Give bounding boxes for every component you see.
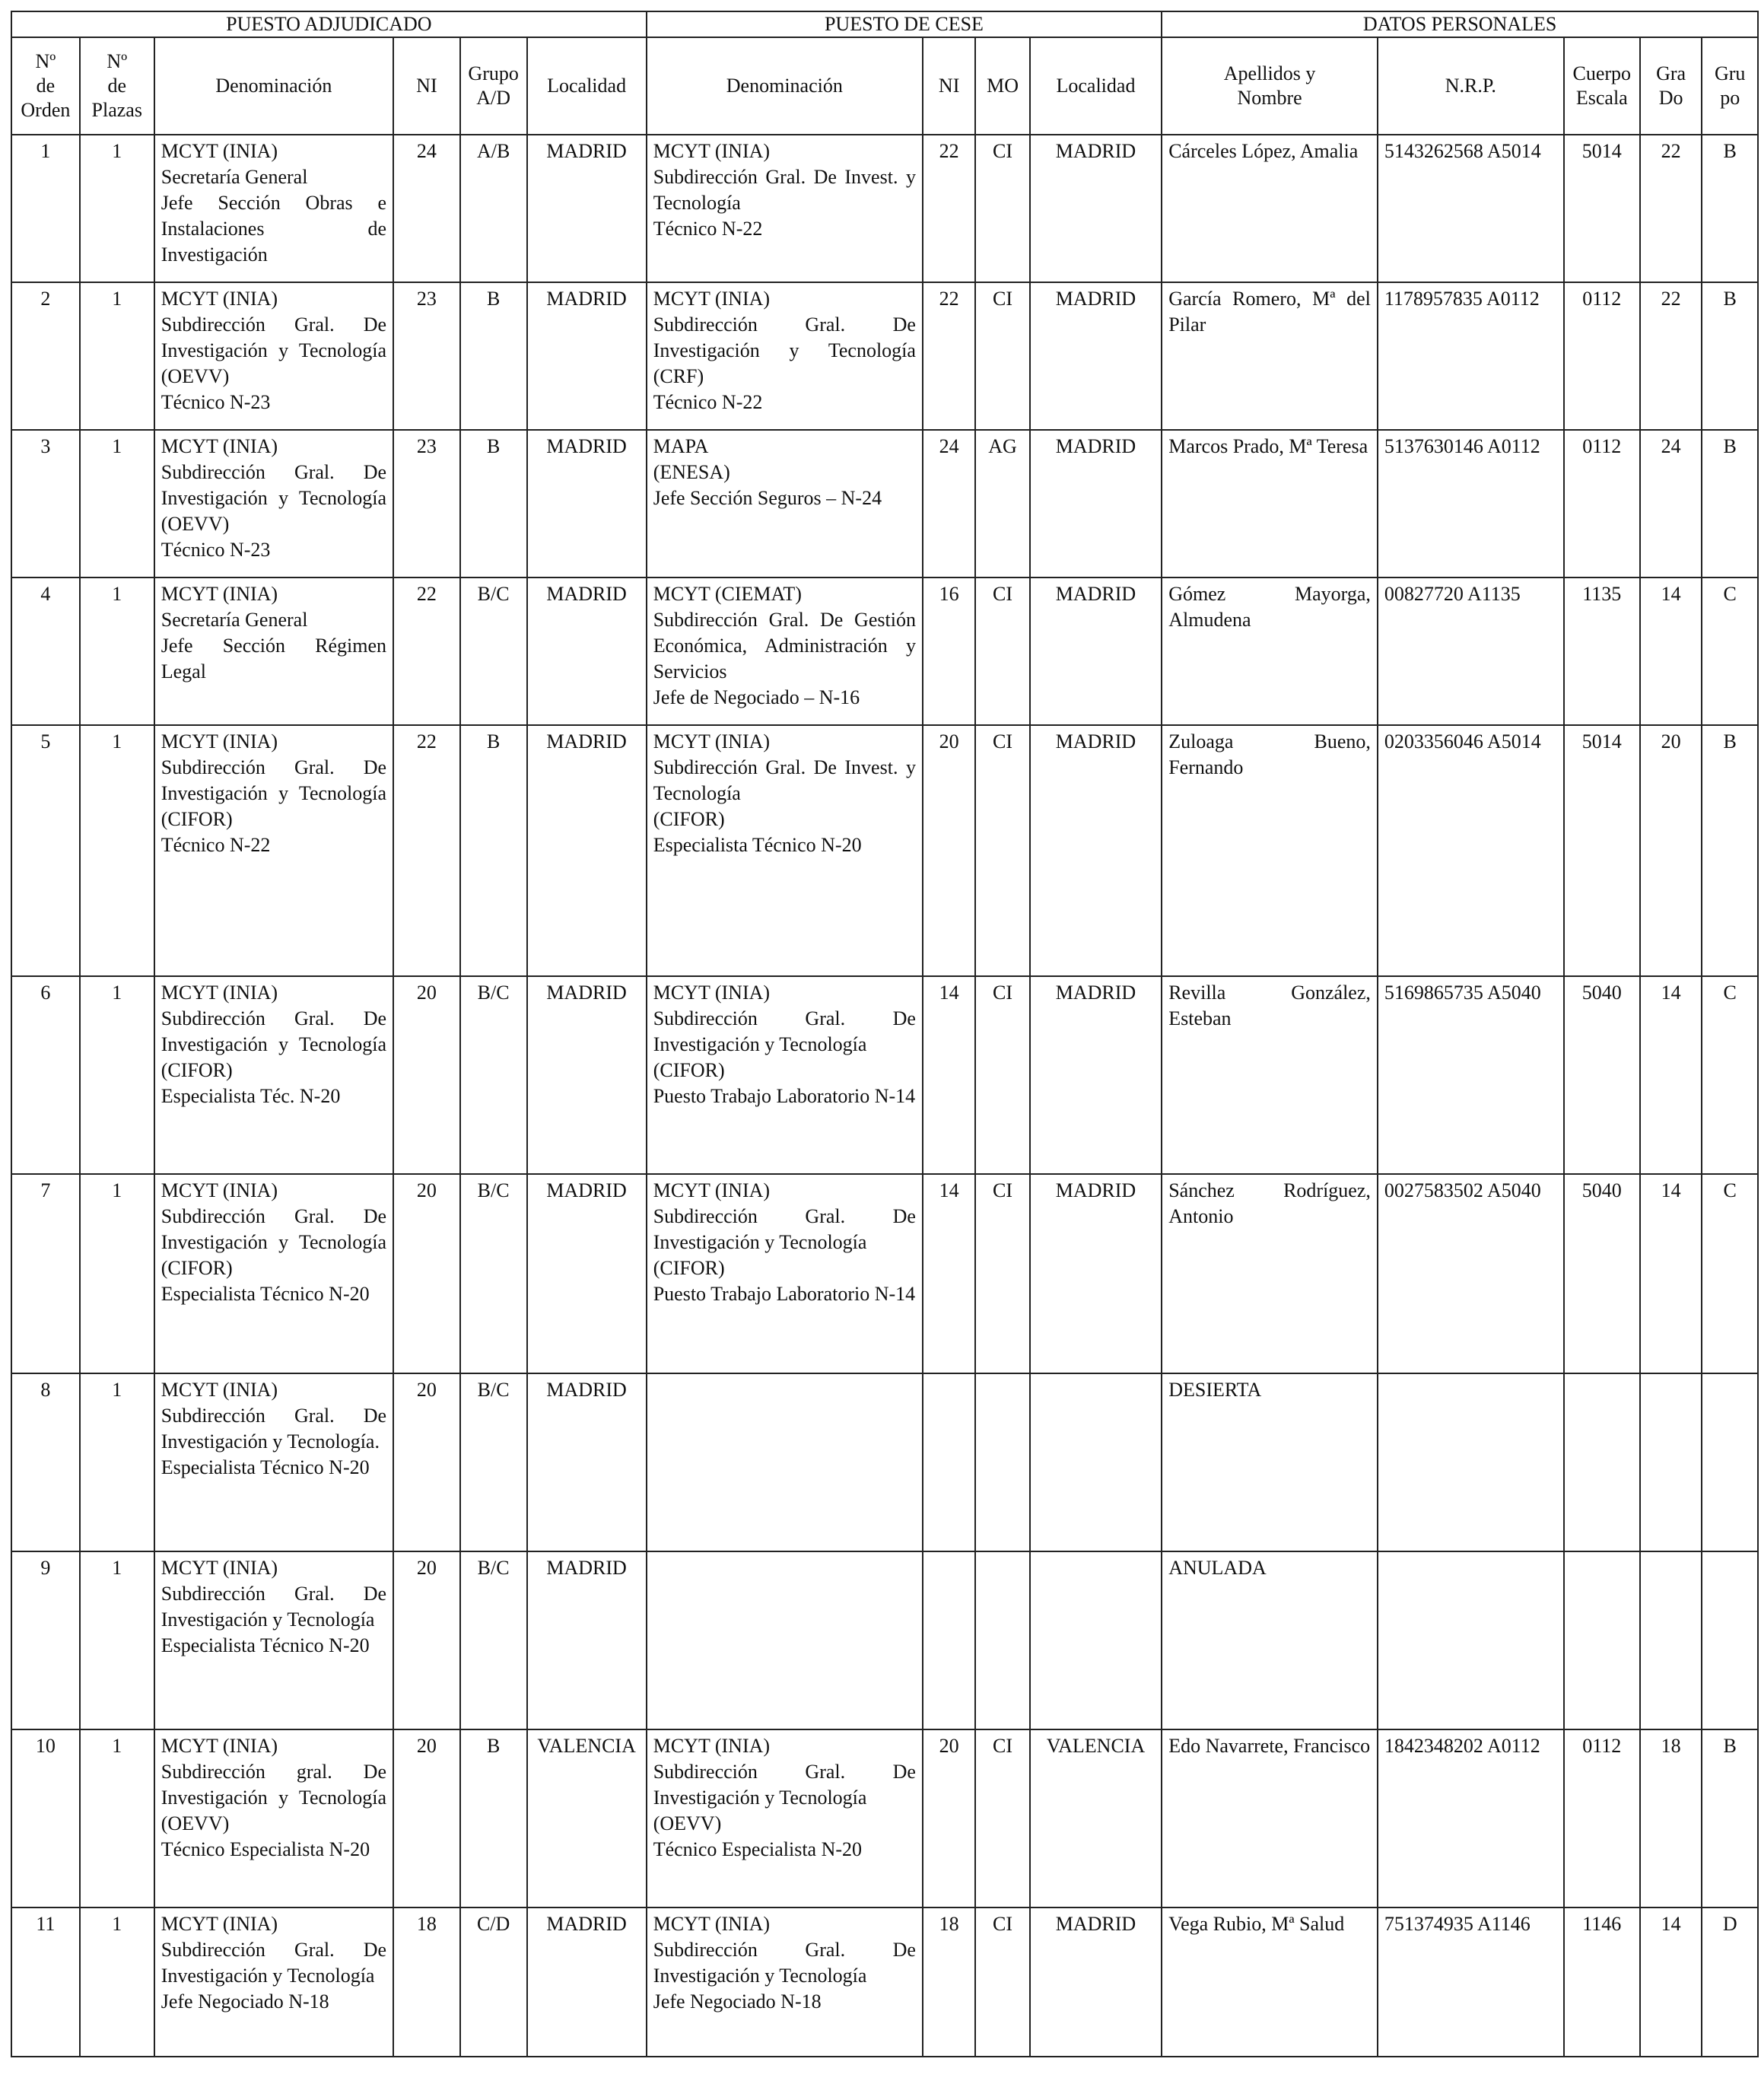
cell-nrp: 0027583502 A5040 xyxy=(1378,1174,1564,1373)
cell-plazas: 1 xyxy=(80,1373,154,1551)
cell-localidad: MADRID xyxy=(527,976,647,1174)
cell-nombre: Edo Navarrete, Francisco xyxy=(1162,1729,1378,1908)
cell-cese-denominacion xyxy=(647,1174,923,1373)
cell-ni: 23 xyxy=(393,430,460,578)
cell-cese-localidad: MADRID xyxy=(1030,282,1162,430)
line: Especialista Técnico N-20 xyxy=(161,1634,370,1656)
col-apellidos: Apellidos y Nombre xyxy=(1162,37,1378,135)
cell-cese-localidad: VALENCIA xyxy=(1030,1729,1162,1908)
cell-cese-denominacion xyxy=(647,1373,923,1551)
cell-nrp: 5143262568 A5014 xyxy=(1378,135,1564,282)
table-row xyxy=(11,578,1758,725)
cell-cese-localidad: MADRID xyxy=(1030,135,1162,282)
cell-ni: 20 xyxy=(393,1373,460,1551)
cell-grado: 20 xyxy=(1640,725,1702,976)
col-denominacion: Denominación xyxy=(154,37,393,135)
line: MCYT (INIA) xyxy=(653,140,771,162)
cell-nombre: DESIERTA xyxy=(1162,1373,1378,1551)
cell-mo: CI xyxy=(975,282,1029,430)
line: Especialista Técnico N-20 xyxy=(161,1456,370,1478)
line: Jefe Sección Régimen Legal xyxy=(161,635,387,682)
line: Subdirección Gral. De Investigación y Tecnología (CRF) xyxy=(653,313,916,387)
cell-ni: 22 xyxy=(393,725,460,976)
cell-mo: CI xyxy=(975,1729,1029,1908)
cell-denominacion xyxy=(154,135,393,282)
cell-plazas: 1 xyxy=(80,1908,154,2057)
cell-nombre: Vega Rubio, Mª Salud xyxy=(1162,1908,1378,2057)
group-puesto-adjudicado: PUESTO ADJUDICADO xyxy=(11,11,647,37)
line: (ENESA) xyxy=(653,461,730,483)
line: Especialista Técnico N-20 xyxy=(161,1283,370,1305)
cell-nombre: ANULADA xyxy=(1162,1551,1378,1729)
line: Jefe de Negociado – N-16 xyxy=(653,686,860,708)
cell-denominacion xyxy=(154,282,393,430)
cell-localidad: MADRID xyxy=(527,1373,647,1551)
cell-localidad: MADRID xyxy=(527,135,647,282)
column-header-row xyxy=(11,37,1758,135)
line: Subdirección Gral. De Investigación y Tecnología xyxy=(653,1205,916,1253)
cell-localidad: MADRID xyxy=(527,578,647,725)
line: Técnico N-22 xyxy=(653,391,763,413)
cell-nrp: 1178957835 A0112 xyxy=(1378,282,1564,430)
cell-cese-localidad: MADRID xyxy=(1030,976,1162,1174)
table-row xyxy=(11,725,1758,976)
cell-grado: 14 xyxy=(1640,578,1702,725)
cell-mo: CI xyxy=(975,976,1029,1174)
line: Técnico Especialista N-20 xyxy=(653,1838,863,1860)
cell-localidad: MADRID xyxy=(527,1551,647,1729)
group-header-row xyxy=(11,11,1758,37)
cell-cuerpo: 1146 xyxy=(1564,1908,1640,2057)
cell-cese-localidad: MADRID xyxy=(1030,430,1162,578)
table-row xyxy=(11,1908,1758,2057)
line: Subdirección Gral. De Investigación y Tecnología xyxy=(653,1007,916,1055)
cell-cese-ni: 14 xyxy=(923,976,975,1174)
line: Subdirección Gral. De Investigación y Tecnología xyxy=(653,1761,916,1809)
cell-ni: 20 xyxy=(393,1729,460,1908)
line: MCYT (INIA) xyxy=(161,1557,278,1579)
cell-grupo: B xyxy=(1702,135,1758,282)
cell-plazas: 1 xyxy=(80,1551,154,1729)
line: Subdirección gral. De Investigación y Tecnología (OEVV) xyxy=(161,1761,387,1834)
cell-denominacion xyxy=(154,430,393,578)
line: Especialista Téc. N-20 xyxy=(161,1085,341,1107)
table-row xyxy=(11,1551,1758,1729)
cell-mo xyxy=(975,1551,1029,1729)
table-row xyxy=(11,1174,1758,1373)
cell-nombre: Cárceles López, Amalia xyxy=(1162,135,1378,282)
cell-cese-localidad: MADRID xyxy=(1030,725,1162,976)
cell-ni: 23 xyxy=(393,282,460,430)
cell-denominacion xyxy=(154,1373,393,1551)
line: Subdirección Gral. De Invest. y Tecnología xyxy=(653,166,916,214)
cell-nrp xyxy=(1378,1551,1564,1729)
line: MCYT (INIA) xyxy=(161,583,278,605)
line: (CIFOR) xyxy=(653,1257,725,1279)
line: Subdirección Gral. De Investigación y Tecnología xyxy=(653,1939,916,1987)
cell-orden: 10 xyxy=(11,1729,80,1908)
cell-plazas: 1 xyxy=(80,1729,154,1908)
cell-mo: CI xyxy=(975,1908,1029,2057)
cell-denominacion xyxy=(154,976,393,1174)
cell-grupo: B xyxy=(1702,430,1758,578)
line: Subdirección Gral. De Investigación y Tecnología (OEVV) xyxy=(161,313,387,387)
line: Puesto Trabajo Laboratorio N-14 xyxy=(653,1085,916,1107)
cell-cese-ni: 20 xyxy=(923,1729,975,1908)
line: MCYT (INIA) xyxy=(653,1735,771,1757)
cell-cese-denominacion xyxy=(647,725,923,976)
cell-plazas: 1 xyxy=(80,135,154,282)
cell-ni: 22 xyxy=(393,578,460,725)
line: Subdirección Gral. De Investigación y Tecnología (CIFOR) xyxy=(161,1007,387,1081)
cell-cese-denominacion xyxy=(647,430,923,578)
cell-cese-denominacion xyxy=(647,1551,923,1729)
cell-nombre: Zuloaga Bueno, Fernando xyxy=(1162,725,1378,976)
cell-mo: CI xyxy=(975,1174,1029,1373)
cell-cese-denominacion xyxy=(647,282,923,430)
line: Jefe Sección Seguros – N-24 xyxy=(653,487,882,509)
cell-nrp: 5137630146 A0112 xyxy=(1378,430,1564,578)
col-grupo: Gru po xyxy=(1702,37,1758,135)
cell-cese-ni xyxy=(923,1373,975,1551)
col-cese-denominacion: Denominación xyxy=(647,37,923,135)
cell-grupo xyxy=(1702,1373,1758,1551)
cell-localidad: MADRID xyxy=(527,1174,647,1373)
cell-ni: 20 xyxy=(393,1174,460,1373)
cell-cuerpo: 5014 xyxy=(1564,725,1640,976)
line: MCYT (INIA) xyxy=(653,1913,771,1935)
cell-grupo-ad: A/B xyxy=(460,135,527,282)
cell-cuerpo: 1135 xyxy=(1564,578,1640,725)
cell-localidad: MADRID xyxy=(527,1908,647,2057)
cell-localidad: MADRID xyxy=(527,282,647,430)
line: MCYT (INIA) xyxy=(161,140,278,162)
table-row xyxy=(11,976,1758,1174)
cell-orden: 5 xyxy=(11,725,80,976)
cell-plazas: 1 xyxy=(80,430,154,578)
cell-localidad: VALENCIA xyxy=(527,1729,647,1908)
cell-nrp: 0203356046 A5014 xyxy=(1378,725,1564,976)
cell-grupo: B xyxy=(1702,725,1758,976)
cell-cuerpo: 0112 xyxy=(1564,430,1640,578)
col-orden: Nº de Orden xyxy=(11,37,80,135)
cell-cese-denominacion xyxy=(647,135,923,282)
cell-denominacion xyxy=(154,725,393,976)
cell-cuerpo: 5040 xyxy=(1564,1174,1640,1373)
cell-orden: 6 xyxy=(11,976,80,1174)
line: Subdirección Gral. De Invest. y Tecnología xyxy=(653,756,916,804)
cell-mo xyxy=(975,1373,1029,1551)
line: Subdirección Gral. De Investigación y Tecnología (CIFOR) xyxy=(161,1205,387,1279)
line: MCYT (INIA) xyxy=(653,288,771,310)
cell-nrp xyxy=(1378,1373,1564,1551)
col-mo: MO xyxy=(975,37,1029,135)
cell-mo: CI xyxy=(975,135,1029,282)
table-row xyxy=(11,430,1758,578)
col-plazas: Nº de Plazas xyxy=(80,37,154,135)
cell-denominacion xyxy=(154,1908,393,2057)
cell-grado: 22 xyxy=(1640,282,1702,430)
cell-cese-localidad xyxy=(1030,1373,1162,1551)
cell-grupo-ad: B/C xyxy=(460,976,527,1174)
cell-grupo: C xyxy=(1702,976,1758,1174)
line: Especialista Técnico N-20 xyxy=(653,834,862,856)
line: MCYT (INIA) xyxy=(161,730,278,752)
cell-grupo-ad: B/C xyxy=(460,1174,527,1373)
line: Subdirección Gral. De Investigación y Tecnología (CIFOR) xyxy=(161,756,387,830)
col-ni: NI xyxy=(393,37,460,135)
col-cese-ni: NI xyxy=(923,37,975,135)
line: MCYT (INIA) xyxy=(161,982,278,1004)
cell-denominacion xyxy=(154,1729,393,1908)
line: Subdirección Gral. De Investigación y Tecnología xyxy=(161,1583,387,1631)
cell-cese-denominacion xyxy=(647,1908,923,2057)
line: Jefe Negociado N-18 xyxy=(161,1990,329,2013)
table-row xyxy=(11,1373,1758,1551)
cell-grado: 14 xyxy=(1640,1174,1702,1373)
line: Subdirección Gral. De Investigación y Tecnología (OEVV) xyxy=(161,461,387,535)
table-row xyxy=(11,282,1758,430)
cell-grupo: D xyxy=(1702,1908,1758,2057)
cell-mo: CI xyxy=(975,725,1029,976)
cell-grupo: C xyxy=(1702,578,1758,725)
line: Puesto Trabajo Laboratorio N-14 xyxy=(653,1283,916,1305)
line: MCYT (INIA) xyxy=(653,982,771,1004)
cell-cuerpo: 5014 xyxy=(1564,135,1640,282)
group-puesto-cese: PUESTO DE CESE xyxy=(647,11,1162,37)
cell-grado xyxy=(1640,1551,1702,1729)
cell-grupo: B xyxy=(1702,1729,1758,1908)
line: MCYT (CIEMAT) xyxy=(653,583,802,605)
cell-orden: 3 xyxy=(11,430,80,578)
cell-grupo-ad: C/D xyxy=(460,1908,527,2057)
cell-mo: AG xyxy=(975,430,1029,578)
cell-cuerpo: 5040 xyxy=(1564,976,1640,1174)
line: MCYT (INIA) xyxy=(161,1379,278,1401)
cell-ni: 20 xyxy=(393,1551,460,1729)
cell-cese-denominacion xyxy=(647,578,923,725)
col-localidad: Localidad xyxy=(527,37,647,135)
cell-localidad: MADRID xyxy=(527,725,647,976)
cell-cese-ni: 16 xyxy=(923,578,975,725)
cell-cese-ni: 22 xyxy=(923,282,975,430)
cell-grado xyxy=(1640,1373,1702,1551)
cell-cese-ni: 18 xyxy=(923,1908,975,2057)
line: MCYT (INIA) xyxy=(161,1179,278,1201)
cell-grado: 14 xyxy=(1640,1908,1702,2057)
cell-cese-localidad: MADRID xyxy=(1030,578,1162,725)
cell-cese-denominacion xyxy=(647,976,923,1174)
cell-denominacion xyxy=(154,1174,393,1373)
col-grupo-ad: Grupo A/D xyxy=(460,37,527,135)
cell-nombre: Gómez Mayorga, Almudena xyxy=(1162,578,1378,725)
cell-denominacion xyxy=(154,578,393,725)
table-row xyxy=(11,135,1758,282)
cell-orden: 4 xyxy=(11,578,80,725)
line: (CIFOR) xyxy=(653,1059,725,1081)
cell-grupo-ad: B/C xyxy=(460,578,527,725)
cell-grado: 18 xyxy=(1640,1729,1702,1908)
line: Subdirección Gral. De Gestión Económica, Administración y Servicios xyxy=(653,609,916,682)
cell-mo: CI xyxy=(975,578,1029,725)
cell-grupo: B xyxy=(1702,282,1758,430)
line: MCYT (INIA) xyxy=(161,1735,278,1757)
cell-grupo-ad: B/C xyxy=(460,1551,527,1729)
cell-plazas: 1 xyxy=(80,282,154,430)
cell-grupo-ad: B xyxy=(460,1729,527,1908)
group-datos-personales: DATOS PERSONALES xyxy=(1162,11,1758,37)
cell-nombre: Marcos Prado, Mª Teresa xyxy=(1162,430,1378,578)
cell-cese-ni: 22 xyxy=(923,135,975,282)
cell-nrp: 751374935 A1146 xyxy=(1378,1908,1564,2057)
cell-orden: 2 xyxy=(11,282,80,430)
cell-orden: 7 xyxy=(11,1174,80,1373)
line: Subdirección Gral. De Investigación y Tecnología xyxy=(161,1939,387,1987)
line: Jefe Negociado N-18 xyxy=(653,1990,822,2013)
cell-nombre: García Romero, Mª del Pilar xyxy=(1162,282,1378,430)
line: (CIFOR) xyxy=(653,808,725,830)
cell-orden: 9 xyxy=(11,1551,80,1729)
cell-cuerpo xyxy=(1564,1373,1640,1551)
line: (OEVV) xyxy=(653,1812,722,1834)
line: Técnico N-22 xyxy=(653,218,763,240)
cell-denominacion xyxy=(154,1551,393,1729)
cell-ni: 20 xyxy=(393,976,460,1174)
line: MCYT (INIA) xyxy=(653,730,771,752)
cell-grupo-ad: B xyxy=(460,430,527,578)
cell-nrp: 1842348202 A0112 xyxy=(1378,1729,1564,1908)
line: MAPA xyxy=(653,435,709,457)
cell-nombre: Revilla González, Esteban xyxy=(1162,976,1378,1174)
cell-plazas: 1 xyxy=(80,976,154,1174)
cell-grupo-ad: B/C xyxy=(460,1373,527,1551)
cell-cese-localidad: MADRID xyxy=(1030,1174,1162,1373)
col-cese-localidad: Localidad xyxy=(1030,37,1162,135)
cell-plazas: 1 xyxy=(80,725,154,976)
line: Técnico N-23 xyxy=(161,391,271,413)
cell-orden: 1 xyxy=(11,135,80,282)
cell-grado: 14 xyxy=(1640,976,1702,1174)
cell-cese-ni: 24 xyxy=(923,430,975,578)
cell-grupo: C xyxy=(1702,1174,1758,1373)
cell-localidad: MADRID xyxy=(527,430,647,578)
assignment-table-sheet xyxy=(11,11,1759,2057)
line: Técnico N-23 xyxy=(161,539,271,561)
line: Secretaría General xyxy=(161,166,308,188)
line: Técnico N-22 xyxy=(161,834,271,856)
cell-plazas: 1 xyxy=(80,1174,154,1373)
cell-grupo-ad: B xyxy=(460,282,527,430)
cell-ni: 18 xyxy=(393,1908,460,2057)
cell-cuerpo: 0112 xyxy=(1564,282,1640,430)
cell-plazas: 1 xyxy=(80,578,154,725)
line: Técnico Especialista N-20 xyxy=(161,1838,370,1860)
cell-grupo-ad: B xyxy=(460,725,527,976)
table-row xyxy=(11,1729,1758,1908)
cell-cese-ni: 14 xyxy=(923,1174,975,1373)
cell-nrp: 5169865735 A5040 xyxy=(1378,976,1564,1174)
col-grado: Gra Do xyxy=(1640,37,1702,135)
cell-grupo xyxy=(1702,1551,1758,1729)
col-cuerpo: Cuerpo Escala xyxy=(1564,37,1640,135)
line: Jefe Sección Obras e Instalaciones de Investigación xyxy=(161,192,387,266)
cell-cuerpo: 0112 xyxy=(1564,1729,1640,1908)
line: MCYT (INIA) xyxy=(161,435,278,457)
cell-cese-denominacion xyxy=(647,1729,923,1908)
line: MCYT (INIA) xyxy=(653,1179,771,1201)
cell-cese-ni: 20 xyxy=(923,725,975,976)
cell-grado: 22 xyxy=(1640,135,1702,282)
cell-nombre: Sánchez Rodríguez, Antonio xyxy=(1162,1174,1378,1373)
line: Subdirección Gral. De Investigación y Tecnología. xyxy=(161,1405,387,1452)
line: MCYT (INIA) xyxy=(161,288,278,310)
cell-cese-localidad: MADRID xyxy=(1030,1908,1162,2057)
assignment-table xyxy=(11,11,1759,2057)
cell-orden: 11 xyxy=(11,1908,80,2057)
cell-cese-ni xyxy=(923,1551,975,1729)
cell-cuerpo xyxy=(1564,1551,1640,1729)
cell-nrp: 00827720 A1135 xyxy=(1378,578,1564,725)
line: MCYT (INIA) xyxy=(161,1913,278,1935)
cell-grado: 24 xyxy=(1640,430,1702,578)
cell-orden: 8 xyxy=(11,1373,80,1551)
line: Secretaría General xyxy=(161,609,308,631)
col-nrp: N.R.P. xyxy=(1378,37,1564,135)
cell-ni: 24 xyxy=(393,135,460,282)
cell-cese-localidad xyxy=(1030,1551,1162,1729)
table-body xyxy=(11,135,1758,2057)
